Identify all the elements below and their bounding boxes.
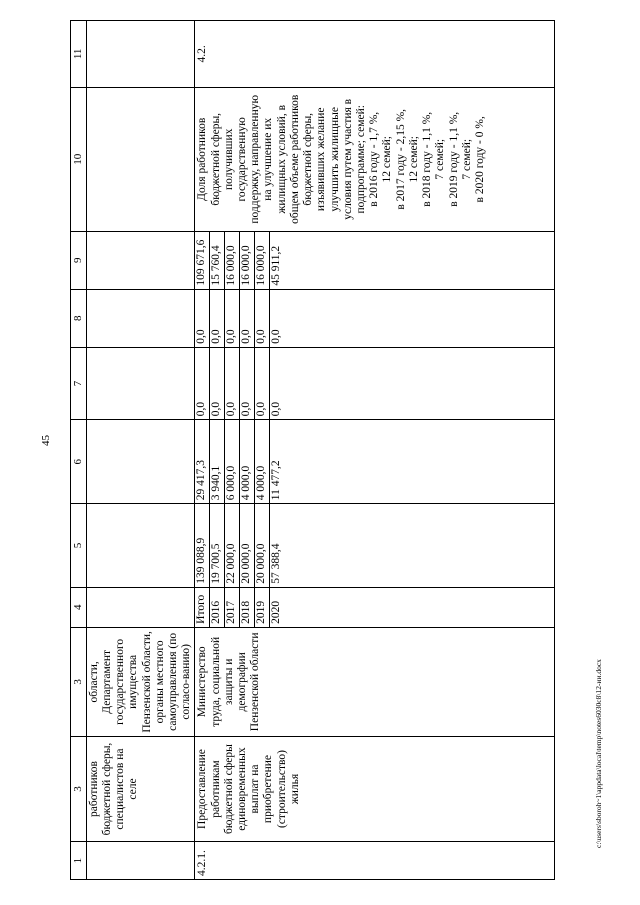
cont-cell-3: области, Департамент государственного имущества Пензенской области, органы местного самоуправления (по согласо-ванию) (86, 627, 195, 736)
header-row (71, 21, 87, 880)
indicator-year-line: в 2020 году - 0 %, (473, 116, 486, 203)
header-col-1: 1 (71, 842, 87, 880)
col6-value: 3 940,1 (210, 420, 225, 503)
header-col-3: 3 (71, 627, 87, 736)
year-2020: 2020 (270, 600, 283, 624)
cont-cell-7 (86, 347, 195, 420)
rotated-table-sheet (70, 20, 610, 880)
col8-value: 0,0 (225, 290, 240, 347)
indicator-year-line: 7 семей; (460, 138, 473, 180)
cont-cell-1 (86, 842, 195, 880)
indicator-year-line: 7 семей; (434, 138, 447, 180)
col9-value: 16 000,0 (240, 232, 255, 289)
row-executor: Министерство труда, социальной защиты и демографии Пензенской области (195, 627, 555, 736)
col7-value: 0,0 (225, 348, 240, 420)
cont-cell-6 (86, 420, 195, 504)
col8-value: 0,0 (210, 290, 225, 347)
col8-value: 0,0 (255, 290, 270, 347)
col5-value: 19 700,5 (210, 504, 225, 587)
year-2019: 2019 (255, 588, 270, 627)
col7-value: 0,0 (210, 348, 225, 420)
col7-value: 0,0 (255, 348, 270, 420)
col7-value: 0,0 (270, 401, 283, 417)
col7-value: 0,0 (240, 348, 255, 420)
col6-value: 29 417,3 (195, 420, 210, 503)
years-cell (195, 587, 555, 627)
indicator-year-line: в 2016 году - 1,7 %, (368, 111, 381, 207)
header-col-11: 11 (71, 21, 87, 88)
col6-cell (195, 420, 555, 504)
col6-value: 11 477,2 (270, 460, 283, 501)
header-col-10: 10 (71, 87, 87, 231)
year-2018: 2018 (240, 588, 255, 627)
col9-value: 45 911,2 (270, 245, 283, 286)
cont-cell-8 (86, 289, 195, 347)
indicator-year-line: 12 семей; (381, 136, 394, 183)
header-col-9: 9 (71, 231, 87, 289)
col9-cell (195, 231, 555, 289)
cont-cell-10 (86, 87, 195, 231)
indicator-text: Доля работников бюджетной сферы, получивших государственную поддержку, направленную на улучшение их жилищных условий, в общем объеме работников бюджетной сферы, изъявивших желание улучшить жилищные условия путем участия в подпрограмме; семей: (196, 94, 368, 224)
col8-value: 0,0 (195, 290, 210, 347)
cont-cell-4 (86, 587, 195, 627)
indicator-year-line: в 2019 году - 1,1 %, (447, 111, 460, 207)
footer-file-path: c:\users\sboroh~1\appdata\local\temp\notes6030c8\12-ии.docx (594, 659, 603, 848)
col9-value: 15 760,4 (210, 232, 225, 289)
col8-cell (195, 289, 555, 347)
col5-value: 57 388,4 (270, 543, 283, 584)
col8-value: 0,0 (270, 329, 283, 344)
cont-cell-2: работников бюджетной сферы, специалистов на селе (86, 736, 195, 841)
year-2016: 2016 (210, 588, 225, 627)
col5-value: 22 000,0 (225, 504, 240, 587)
row-description: Предоставление работникам бюджетной сферы единовременных выплат на приобретение (строительство) жилья (195, 736, 555, 841)
col9-value: 109 671,6 (195, 232, 210, 289)
col8-value: 0,0 (240, 290, 255, 347)
indicator-cell (195, 87, 555, 231)
cont-cell-5 (86, 504, 195, 588)
page-number: 45 (40, 435, 52, 446)
continuation-row (86, 21, 195, 880)
col7-cell (195, 347, 555, 420)
indicator-year-line: 12 семей; (407, 136, 420, 183)
col5-value: 20 000,0 (240, 504, 255, 587)
main-row (195, 21, 555, 880)
col5-value: 139 088,9 (195, 504, 210, 587)
header-col-5: 5 (71, 504, 87, 588)
col9-value: 16 000,0 (255, 232, 270, 289)
col6-value: 4 000,0 (255, 420, 270, 503)
row-col11: 4.2. (195, 21, 555, 88)
col6-value: 4 000,0 (240, 420, 255, 503)
header-col-6: 6 (71, 420, 87, 504)
header-col-2: 3 (71, 736, 87, 841)
col5-cell (195, 504, 555, 588)
header-col-4: 4 (71, 587, 87, 627)
col7-value: 0,0 (195, 348, 210, 420)
header-col-8: 8 (71, 289, 87, 347)
col9-value: 16 000,0 (225, 232, 240, 289)
col5-value: 20 000,0 (255, 504, 270, 587)
col6-value: 6 000,0 (225, 420, 240, 503)
row-code: 4.2.1. (195, 842, 555, 880)
program-table (70, 20, 555, 880)
header-col-7: 7 (71, 347, 87, 420)
cont-cell-9 (86, 231, 195, 289)
cont-cell-11 (86, 21, 195, 88)
indicator-year-line: в 2018 году - 1,1 %, (421, 111, 434, 207)
year-2017: 2017 (225, 588, 240, 627)
year-total: Итого (195, 588, 210, 627)
indicator-year-line: в 2017 году - 2,15 %, (394, 108, 407, 210)
